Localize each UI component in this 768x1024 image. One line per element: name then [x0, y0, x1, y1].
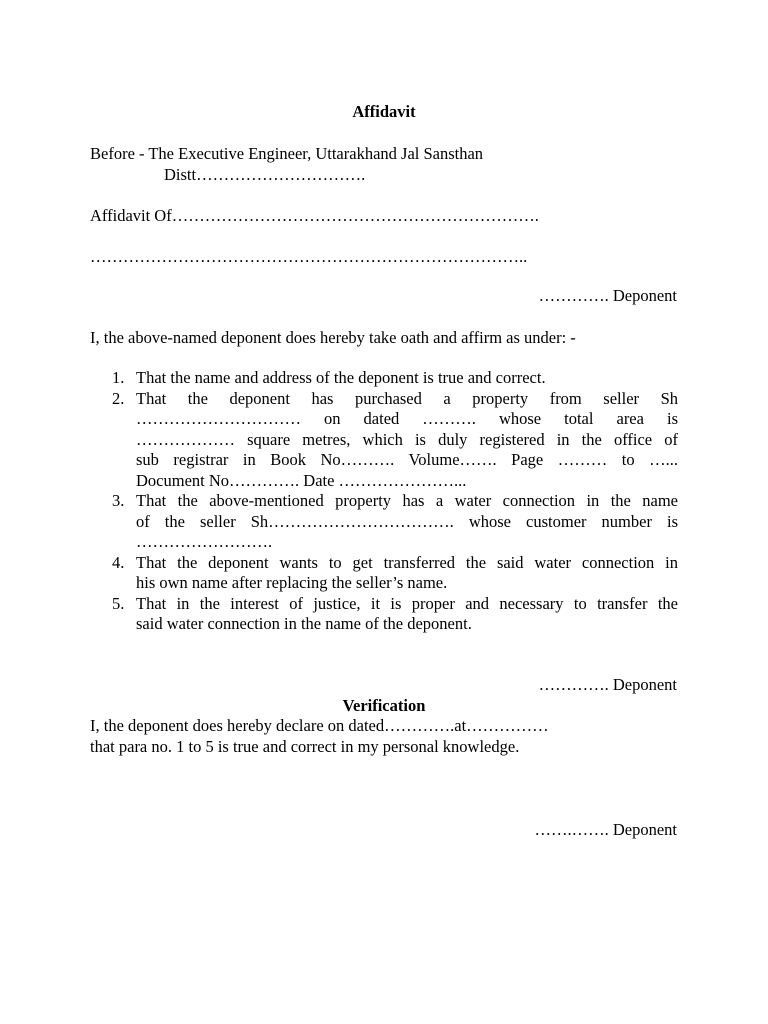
affirmation-item-2: [108, 389, 678, 492]
deponent-signature-1: …………. Deponent: [538, 286, 677, 305]
item-number: 2.: [112, 388, 125, 408]
item-number: 1.: [112, 368, 125, 387]
dotted-name-line: ……………………………………………………………………..: [90, 247, 528, 266]
item-line: That the above-mentioned property has a water connection in the name: [136, 491, 678, 510]
item-number: 3.: [112, 491, 125, 510]
affirmation-item-1: [108, 368, 678, 389]
item-line: Document No…………. Date …………………...: [136, 470, 467, 490]
item-line: ……………… square metres, which is duly registered in the office of: [136, 429, 678, 449]
affirmation-item-3: [108, 491, 678, 553]
item-line: sub registrar in Book No………. Volume……. Page ……… to …...: [136, 450, 678, 469]
distt-line: Distt………………………….: [164, 165, 366, 184]
affirmation-item-4: [108, 553, 678, 594]
item-line: of the seller Sh……………………………. whose customer number is: [136, 511, 678, 531]
affirmation-list: [108, 368, 678, 635]
item-line: That the deponent wants to get transferred the said water connection in: [136, 552, 678, 572]
item-line: ………………………… on dated ………. whose total area is: [136, 409, 678, 428]
verification-title: Verification: [342, 696, 426, 715]
affidavit-of-line: Affidavit Of………………………………………………………….: [90, 206, 539, 225]
item-line: his own name after replacing the seller’s name.: [136, 573, 448, 592]
item-number: 4.: [112, 552, 125, 572]
item-line: That in the interest of justice, it is proper and necessary to transfer the: [136, 593, 678, 613]
before-line: Before - The Executive Engineer, Uttarakhand Jal Sansthan: [90, 144, 484, 163]
item-line: That the name and address of the deponent is true and correct.: [136, 368, 546, 387]
deponent-signature-2: …………. Deponent: [538, 675, 677, 694]
verification-line-1: I, the deponent does hereby declare on dated………….at……………: [90, 716, 549, 735]
item-line: …………………….: [136, 532, 273, 551]
verification-line-2: that para no. 1 to 5 is true and correct in my personal knowledge.: [90, 737, 520, 756]
deponent-signature-3: …….……. Deponent: [534, 820, 677, 839]
affirmation-item-5: [108, 594, 678, 635]
oath-intro: I, the above-named deponent does hereby take oath and affirm as under: -: [90, 328, 576, 347]
item-number: 5.: [112, 593, 125, 613]
item-line: That the deponent has purchased a property from seller Sh: [136, 388, 678, 408]
document-title: Affidavit: [352, 102, 416, 121]
item-line: said water connection in the name of the deponent.: [136, 614, 472, 633]
